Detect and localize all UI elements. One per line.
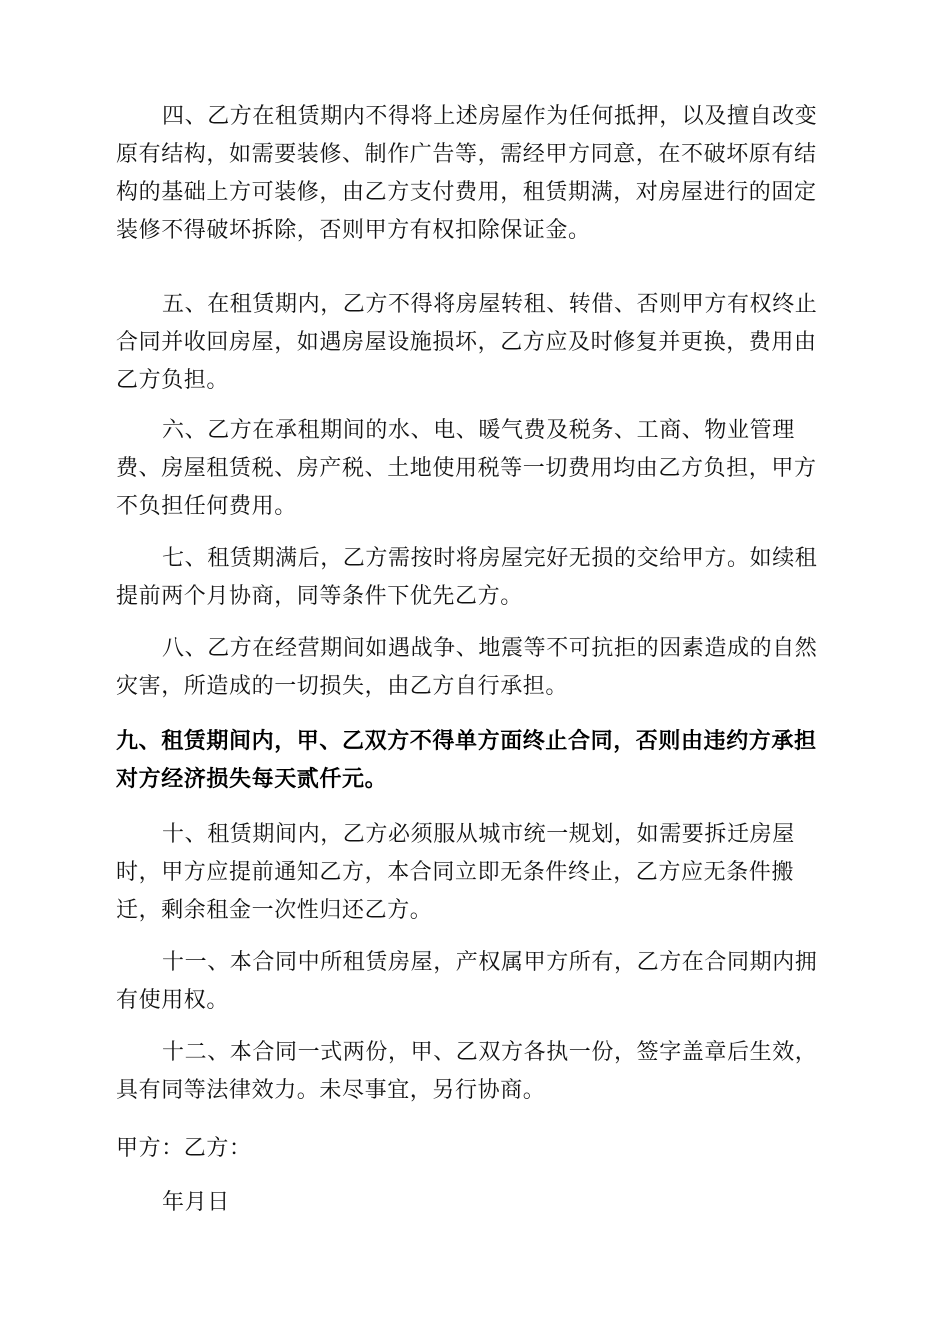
clause-10-paragraph: 十、租赁期间内，乙方必须服从城市统一规划，如需要拆迁房屋时，甲方应提前通知乙方，本合同立即无条件终止，乙方应无条件搬迁，剩余租金一次性归还乙方。 <box>116 822 795 923</box>
signature-parties: 甲方：乙方： <box>116 1136 252 1161</box>
clause-7-paragraph: 七、租赁期满后，乙方需按时将房屋完好无损的交给甲方。如续租提前两个月协商，同等条件下优先乙方。 <box>116 546 818 609</box>
clause-8-paragraph: 八、乙方在经营期间如遇战争、地震等不可抗拒的因素造成的自然灾害，所造成的一切损失，由乙方自行承担。 <box>116 636 818 699</box>
clause-9-paragraph: 九、租赁期间内，甲、乙双方不得单方面终止合同，否则由违约方承担对方经济损失每天贰仟元。 <box>116 728 817 792</box>
clause-6-paragraph: 六、乙方在承租期间的水、电、暖气费及税务、工商、物业管理费、房屋租赁税、房产税、土地使用税等一切费用均由乙方负担，甲方不负担任何费用。 <box>116 418 817 519</box>
clause-4-paragraph: 四、乙方在租赁期内不得将上述房屋作为任何抵押，以及擅自改变原有结构，如需要装修、制作广告等，需经甲方同意，在不破坏原有结构的基础上方可装修，由乙方支付费用，租赁期满，对房屋进行的固定装修不得破坏拆除，否则甲方有权扣除保证金。 <box>116 104 818 243</box>
clause-5-paragraph: 五、在租赁期内，乙方不得将房屋转租、转借、否则甲方有权终止合同并收回房屋，如遇房屋设施损坏，乙方应及时修复并更换，费用由乙方负担。 <box>116 292 818 393</box>
signature-date: 年月日 <box>162 1190 230 1215</box>
clause-12-paragraph: 十二、本合同一式两份，甲、乙双方各执一份，签字盖章后生效，具有同等法律效力。未尽事宜，另行协商。 <box>116 1040 818 1103</box>
clause-11-paragraph: 十一、本合同中所租赁房屋，产权属甲方所有，乙方在合同期内拥有使用权。 <box>116 950 818 1013</box>
